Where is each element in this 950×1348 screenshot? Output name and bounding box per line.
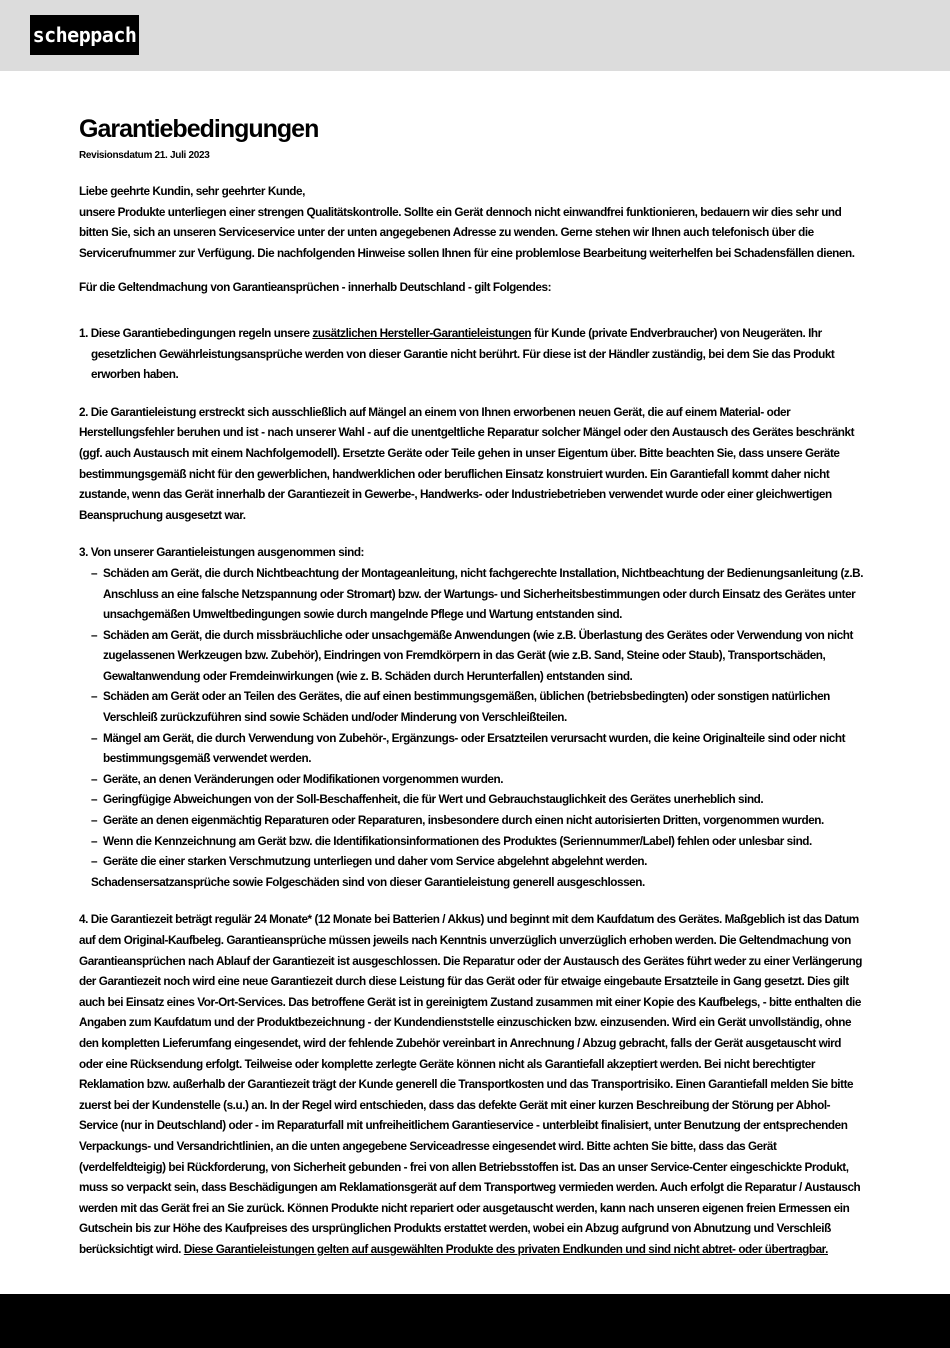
page-title: Garantiebedingungen [79,115,319,143]
dash-bullet: – [91,793,98,807]
list-item: – Geräte an denen eigenmächtig Reparaturen oder Reparaturen, insbesondere durch einen nicht autorisierten Dritten, vorgenommen wurden. [79,811,863,832]
exclusions-note: Schadensersatzansprüche sowie Folgeschäden sind von dieser Garantieleistung generell ausgeschlossen. [91,875,645,889]
list-item: – Schäden am Gerät oder an Teilen des Gerätes, die auf einen bestimmungsgemäßen, üblichen (betriebsbedingten) oder sonstigen natürlichen Verschleiß zurückzuführen sind sowie Schäden und/oder Minderung von Verschleißteilen. [79,687,863,728]
clause-1-suffix: für Kunde (private Endverbraucher) von Neugeräten. Ihr gesetzlichen Gewährleistungsansprüche werden von dieser Garantie nicht berührt. Für diese ist der Händler zuständig, bei dem Sie das Produkt erworben haben. [91,326,835,382]
document-body [79,114,863,1261]
list-item: – Geräte, an denen Veränderungen oder Modifikationen vorgenommen wurden. [79,770,863,791]
clause-4-text: 4. Die Garantiezeit beträgt regulär 24 Monate* (12 Monate bei Batterien / Akkus) und beginnt mit dem Kaufdatum des Gerätes. Maßgeblich ist das Datum auf dem Original-Kaufbeleg. Garantieansprüche müssen jeweils nach Kenntnis unverzüglich unverzüglich erhoben werden. Die Geltendmachung von Garantieansprüchen nach Ablauf der Garantiezeit ist ausgeschlossen. Die Reparatur oder der Austausch des Gerätes führt weder zu einer Verlängerung der Garantiezeit noch wird eine neue Garantiezeit durch diese Leistung für das Gerät oder für etwaige eingebaute Ersatzteile in Gang gesetzt. Dies gilt auch bei Einsatz eines Vor-Ort-Services. Das betroffene Gerät ist in gereinigtem Zustand zusammen mit einer Kopie des Kaufbelegs, - bitte enthalten die Angaben zum Kaufdatum und der Produktbezeichnung - der Kundendienststelle einzuschicken bzw. einzusenden. Wird ein Gerät unvollständig, ohne den kompletten Lieferumfang eingesendet, wird der fehlende Zubehör vereinbart in Anrechnung / Abzug gebracht, falls der Gerät ausgetauscht wird oder eine Rücksendung erfolgt. Teilweise oder komplette zerlegte Geräte können nicht als Garantiefall akzeptiert werden. Bei nicht berechtigter Reklamation bzw. außerhalb der Garantiezeit trägt der Kunde generell die Transportkosten und das Transportrisiko. Einen Garantiefall melden Sie bitte zuerst bei der Kundenstelle (s.u.) an. In der Regel wird entschieden, dass das defekte Gerät mit einer kurzen Beschreibung der Störung per Abhol-Service (nur in Deutschland) oder - im Reparaturfall mit unfreiheitlichem Garantieservice - unterbleibt finalisiert, unter Benutzung der entsprechenden Verpackungs- und Versandrichtlinien, an die unten angegebene Serviceadresse eingesendet wird. Bitte achten Sie bitte, dass das Gerät (verdelfeldteigig) bei Rückforderung, von Sicherheit gebunden - frei von allen Betriebsstoffen ist. Das an unser Service-Center eingeschickte Produkt, muss so verpackt sein, dass Beschädigungen am Reklamationsgerät auf dem Transportweg vermieden werden. Auch erfolgt die Reparatur / Austausch werden mit das Gerät frei an Sie zurück. Können Produkte nicht repariert oder ausgetauscht werden, kann nach unseren eigenen freien Ermessen ein Gutschein bis zur Höhe des Kaufpreises des ursprünglichen Produkts erstattet werden, wobei ein Abzug aufgrund von Abnutzung und Verschleiß berücksichtigt wird. [79,913,862,1256]
clause-4 [79,910,863,1260]
clause-4-underlined: Diese Garantieleistungen gelten auf ausgewählten Produkte des privaten Endkunden und sind nicht abtret- oder übertragbar. [183,1242,828,1256]
list-item: – Geringfügige Abweichungen von der Soll-Beschaffenheit, die für Wert und Gebrauchstauglichkeit des Gerätes unerheblich sind. [79,790,863,811]
list-item: – Schäden am Gerät, die durch missbräuchliche oder unsachgemäße Anwendungen (wie z.B. Überlastung des Gerätes oder Verwendung von nicht zugelassenen Werkzeugen bzw. Zubehör), Eindringen von Fremdkörpern in das Gerät (wie z.B. Sand, Steine oder Staub), Transportschäden, Gewaltanwendung oder Fremdeinwirkungen (wie z. B. Schäden durch Herunterfallen) entstanden sind. [79,626,863,688]
clause-3 [79,543,863,893]
dash-bullet: – [91,690,98,704]
clause-1-prefix: 1. Diese Garantiebedingungen regeln unsere [79,326,313,340]
revision-date: Revisionsdatum 21. Juli 2023 [79,150,210,161]
dash-bullet: – [91,772,98,786]
exclusions-list [79,564,863,873]
list-item: – Schäden am Gerät, die durch Nichtbeachtung der Montageanleitung, nicht fachgerechte Installation, Nichtbeachtung der Bedienungsanleitung (z.B. Anschluss an eine falsche Netzspannung oder Stromart) bzw. der Wartungs- und Sicherheitsbestimmungen oder durch Einsatz des Gerätes unter unsachgemäßen Umweltbedingungen sowie durch mangelnde Pflege und Wartung entstanden sind. [79,564,863,626]
intro-paragraph: unsere Produkte unterliegen einer strengen Qualitätskontrolle. Sollte ein Gerät dennoch nicht einwandfrei funktionieren, bedauern wir dies sehr und bitten Sie, sich an unseren Serviceservice unter der unten angegebenen Adresse zu wenden. Gerne stehen wir Ihnen auch telefonisch über die Servicerufnummer zur Verfügung. Die nachfolgenden Hinweise sollen Ihnen für eine problemlose Bearbeitung weiterhelfen bei Schadensfällen dienen. [79,205,855,260]
header-bar [0,0,950,71]
dash-bullet: – [91,628,98,642]
dash-bullet: – [91,834,98,848]
dash-bullet: – [91,731,98,745]
list-item: – Wenn die Kennzeichnung am Gerät bzw. die Identifikationsinformationen des Produktes (Seriennummer/Label) fehlen oder unlesbar sind. [79,832,863,853]
clause-1-underlined: zusätzlichen Hersteller-Garantieleistungen [312,326,532,340]
clause-3-heading: 3. Von unserer Garantieleistungen ausgenommen sind: [79,546,365,560]
clause-2: 2. Die Garantieleistung erstreckt sich ausschließlich auf Mängel an einem von Ihnen erworbenen neuen Gerät, die auf einem Material- oder Herstellungsfehler beruhen und ist - nach unserer Wahl - auf die unentgeltliche Reparatur solcher Mängel oder den Austausch des Gerätes beschränkt (ggf. auch Austausch mit einem Nachfolgemodell). Ersetzte Geräte oder Teile gehen in unser Eigentum über. Bitte beachten Sie, dass unsere Geräte bestimmungsgemäß nicht für den gewerblichen, handwerklichen oder beruflichen Einsatz konstruiert wurden. Ein Garantiefall kommt daher nicht zustande, wenn das Gerät innerhalb der Garantiezeit in Gewerbe-, Handwerks- oder Industriebetrieben verwendet wurde oder einer gleichwertigen Beanspruchung ausgesetzt war. [79,405,855,522]
dash-bullet: – [91,566,98,580]
scope-paragraph: Für die Geltendmachung von Garantieansprüchen - innerhalb Deutschland - gilt Folgendes: [79,281,552,295]
dash-bullet: – [91,855,98,869]
brand-logo: scheppach [30,15,139,55]
list-item: – Geräte die einer starken Verschmutzung unterliegen und daher vom Service abgelehnt abgelehnt werden. [79,852,863,873]
salutation: Liebe geehrte Kundin, sehr geehrter Kunde, [79,185,305,198]
dash-bullet: – [91,814,98,828]
list-item: – Mängel am Gerät, die durch Verwendung von Zubehör-, Ergänzungs- oder Ersatzteilen verursacht wurden, die keine Originalteile sind oder nicht bestimmungsgemäß verwendet werden. [79,729,863,770]
clause-1 [79,324,863,386]
footer-bar [0,1294,950,1348]
